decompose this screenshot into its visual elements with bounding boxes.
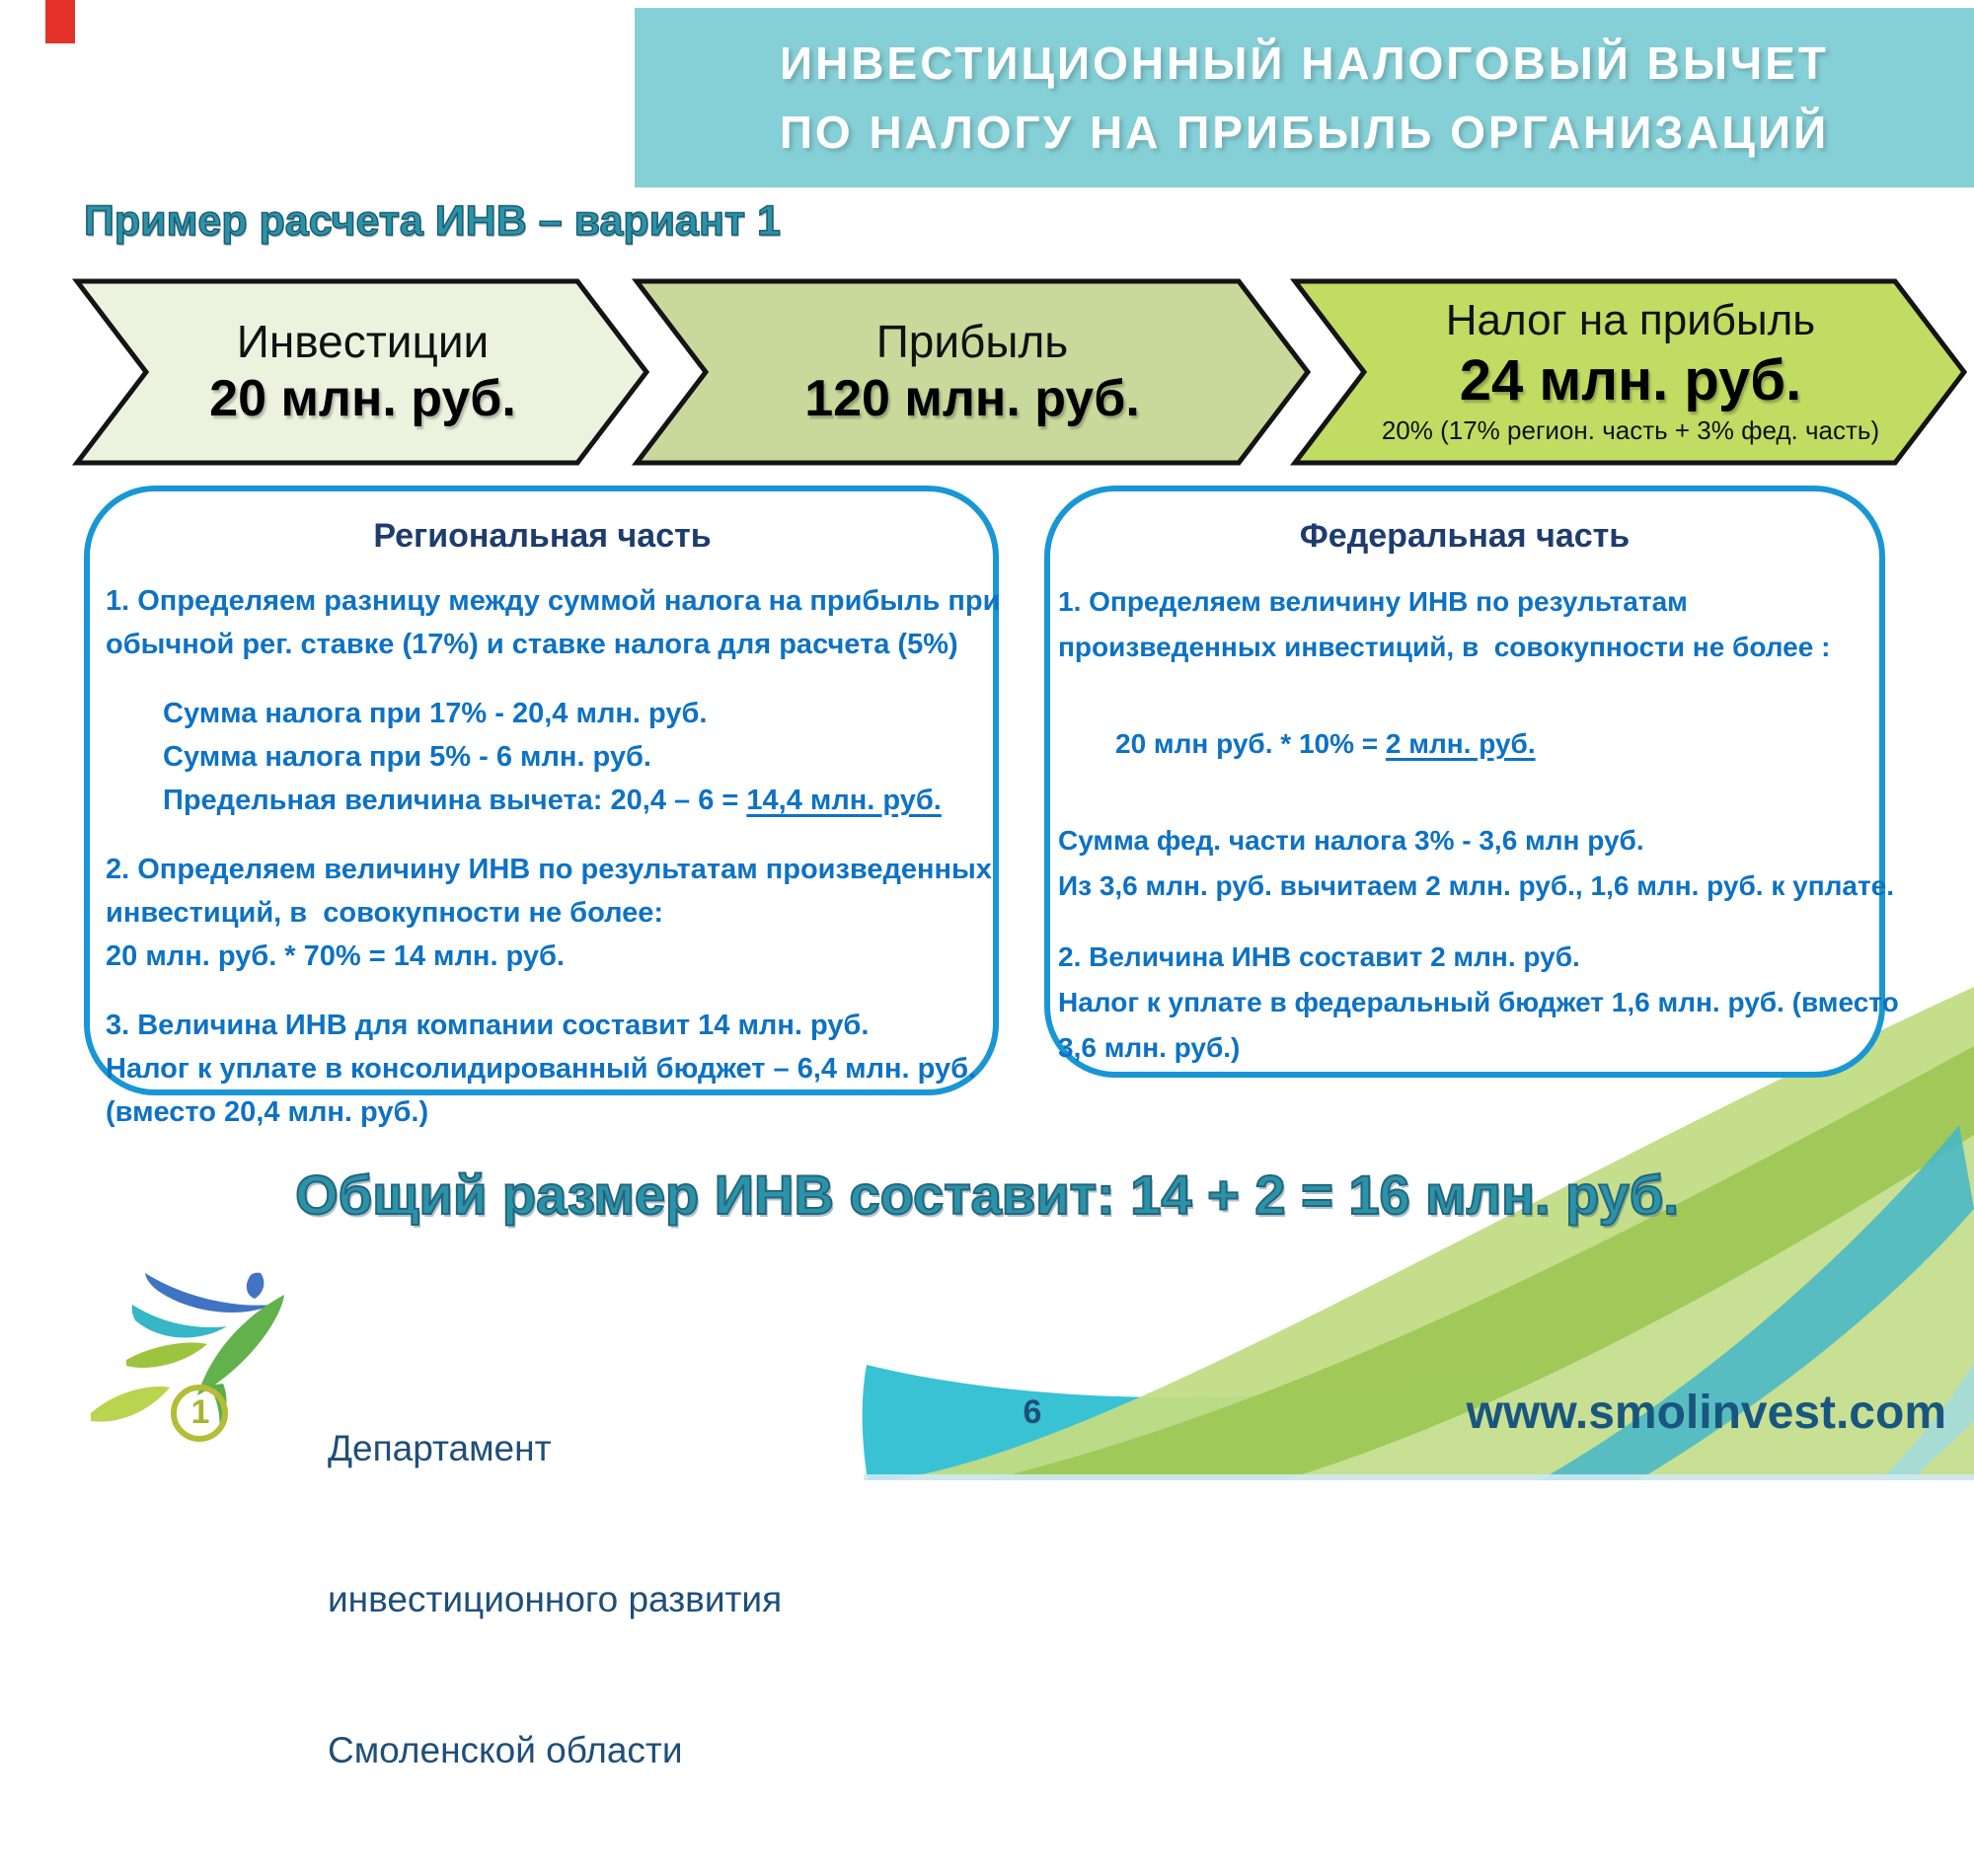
text-line	[106, 692, 979, 735]
text-line	[1058, 935, 1871, 980]
line-text: (вместо 20,4 млн. руб.)	[106, 1096, 429, 1128]
text-line	[106, 891, 979, 935]
chevron-label: Прибыль	[875, 316, 1069, 368]
website-link[interactable]: www.smolinvest.com	[1466, 1387, 1946, 1439]
text-line	[1058, 721, 1871, 767]
line-text: Налог к уплате в федеральный бюджет 1,6 млн. руб. (вместо	[1058, 987, 1899, 1017]
text-line	[1058, 818, 1871, 863]
text-line	[1058, 625, 1871, 670]
text-line	[106, 1047, 979, 1090]
chevron-value: 20 млн. руб.	[209, 370, 516, 428]
org-name	[328, 1322, 782, 1876]
page-title-line2: ПО НАЛОГУ НА ПРИБЫЛЬ ОРГАНИЗАЦИЙ	[779, 107, 1830, 158]
line-text: Сумма налога при 5% - 6 млн. руб.	[163, 741, 651, 773]
summary-text: Общий размер ИНВ составит: 14 + 2 = 16 млн. руб.	[295, 1163, 1679, 1226]
text-line	[1058, 863, 1895, 909]
regional-box	[84, 486, 1001, 1128]
chevron-value: 120 млн. руб.	[804, 370, 1140, 428]
line-text: произведенных инвестиций, в совокупности не более :	[1058, 632, 1831, 662]
line-text: 2. Определяем величину ИНВ по результатам произведенных	[106, 854, 992, 885]
text-line	[1058, 1025, 1871, 1071]
text-line	[106, 1004, 979, 1047]
text-line	[106, 579, 1001, 623]
text-line	[1058, 579, 1871, 625]
text-line	[106, 935, 979, 978]
text-line	[106, 779, 979, 822]
org-name-line1: Департамент	[328, 1428, 552, 1468]
line-text: Сумма фед. части налога 3% - 3,6 млн руб.	[1058, 825, 1644, 856]
line-text: 3. Величина ИНВ для компании составит 14 млн. руб.	[106, 1010, 870, 1041]
text-line	[106, 848, 992, 891]
line-text: инвестиций, в совокупности не более:	[106, 897, 664, 929]
text-line	[106, 1090, 979, 1134]
line-text: 20 млн. руб. * 70% = 14 млн. руб.	[106, 940, 565, 972]
underlined-text: 14,4 млн. руб.	[746, 785, 942, 816]
text-line	[1058, 980, 1899, 1025]
chevron-value: 24 млн. руб.	[1459, 347, 1802, 413]
text-line	[106, 735, 979, 779]
page-title-line1: ИНВЕСТИЦИОННЫЙ НАЛОГОВЫЙ ВЫЧЕТ	[780, 38, 1829, 89]
subtitle: Пример расчета ИНВ – вариант 1	[84, 197, 781, 245]
underlined-text: 2 млн. руб.	[1385, 728, 1536, 759]
federal-box-body	[1058, 579, 1899, 1071]
chevron-investments	[148, 288, 577, 458]
chevron-note-2: 20% (17% регион. часть + 3% фед. часть)	[1381, 414, 1880, 445]
line-text: 1. Определяем величину ИНВ по результатам	[1058, 586, 1688, 617]
org-name-line2: инвестиционного развития	[328, 1579, 783, 1619]
org-name-line3: Смоленской области	[328, 1730, 683, 1770]
line-text: 20 млн руб. * 10% =	[1115, 728, 1386, 759]
box-title: Федеральная часть	[1299, 517, 1631, 555]
federal-box	[1044, 486, 1899, 1078]
line-text: обычной рег. ставке (17%) и ставке налога для расчета (5%)	[106, 629, 958, 660]
line-text: Из 3,6 млн. руб. вычитаем 2 млн. руб., 1,6 млн. руб. к уплате.	[1058, 870, 1895, 901]
logo-badge: 1	[190, 1393, 210, 1431]
line-text: 2. Величина ИНВ составит 2 млн. руб.	[1058, 941, 1580, 972]
page-number: 6	[1023, 1393, 1042, 1431]
chevron-profit	[711, 288, 1234, 458]
line-text: 1. Определяем разницу между суммой налога на прибыль при	[106, 585, 1001, 617]
line-text: Сумма налога при 17% - 20,4 млн. руб.	[163, 698, 708, 729]
regional-box-body	[106, 579, 1001, 1134]
box-title: Региональная часть	[373, 517, 712, 555]
line-text: Предельная величина вычета: 20,4 – 6 =	[163, 785, 747, 816]
red-corner-mark	[45, 0, 75, 43]
chevron-label: Инвестиции	[236, 316, 490, 368]
chevron-tax	[1354, 282, 1907, 460]
line-text: 3,6 млн. руб.)	[1058, 1032, 1241, 1063]
bottom-strip	[864, 1474, 1974, 1480]
text-line	[106, 623, 979, 666]
chevron-label: Налог на прибыль	[1445, 296, 1816, 345]
title-banner	[635, 8, 1974, 188]
line-text: Налог к уплате в консолидированный бюджет – 6,4 млн. руб.	[106, 1053, 977, 1085]
